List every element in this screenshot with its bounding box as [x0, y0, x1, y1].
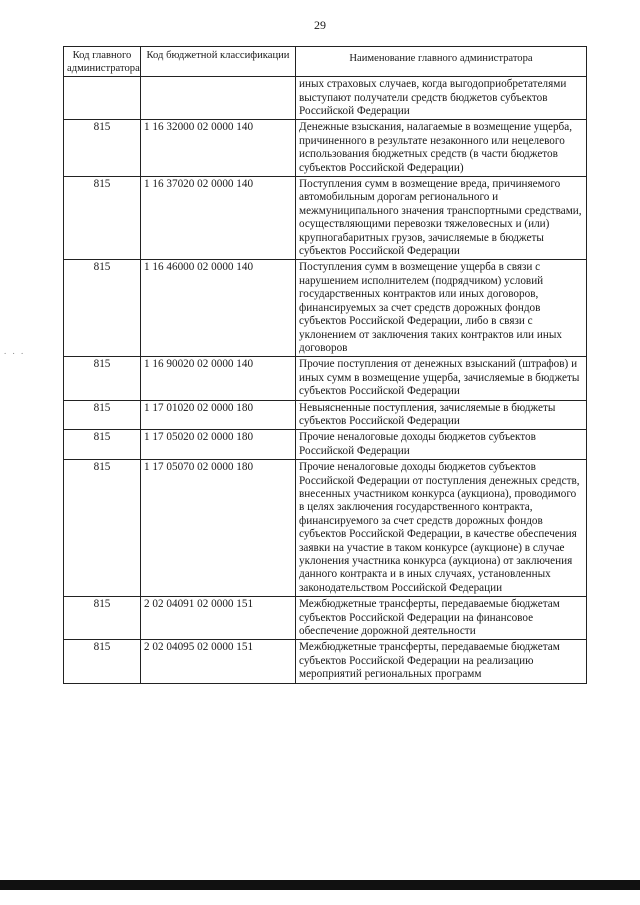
class-code-cell: 1 17 05020 02 0000 180	[141, 430, 296, 460]
table-row	[64, 460, 587, 597]
class-code-cell: 1 16 46000 02 0000 140	[141, 260, 296, 357]
class-code-cell: 1 17 05070 02 0000 180	[141, 460, 296, 597]
class-code-cell: 1 16 90020 02 0000 140	[141, 357, 296, 400]
admin-name-cell: Прочие неналоговые доходы бюджетов субъектов Российской Федерации	[296, 430, 587, 460]
admin-code-cell: 815	[64, 597, 141, 640]
admin-name-cell: иных страховых случаев, когда выгодоприобретателями выступают получатели средств бюджетов субъектов Российской Федерации	[296, 77, 587, 120]
table-row	[64, 400, 587, 430]
class-code-cell: 1 16 32000 02 0000 140	[141, 120, 296, 177]
table-row	[64, 640, 587, 683]
margin-mark: . . .	[4, 346, 26, 356]
admin-name-cell: Невыясненные поступления, зачисляемые в бюджеты субъектов Российской Федерации	[296, 400, 587, 430]
header-class-code: Код бюджетной классификации	[141, 47, 296, 77]
admin-name-cell: Прочие неналоговые доходы бюджетов субъектов Российской Федерации от поступления денежных средств, внесенных участником конкурса (аукциона), проводимого в целях заключения государственного контракта, финансируемого за счет средств дорожных фондов субъектов Российской Федерации, в качестве обеспечения заявки на участие в таком конкурсе (аукционе) в случае уклонения участника конкурса (аукциона) от заключения данного контракта и в иных случаях, установленных законодательством Российской Федерации	[296, 460, 587, 597]
admin-code-cell: 815	[64, 400, 141, 430]
page-number: 29	[314, 18, 326, 32]
table-header-row	[64, 47, 587, 77]
admin-code-cell: 815	[64, 260, 141, 357]
budget-classification-table	[63, 46, 587, 684]
admin-name-cell: Прочие поступления от денежных взысканий (штрафов) и иных сумм в возмещение ущерба, зачисляемые в бюджеты субъектов Российской Федерации	[296, 357, 587, 400]
admin-code-cell: 815	[64, 120, 141, 177]
scan-edge-bar	[0, 880, 640, 890]
header-admin-name: Наименование главного администратора	[296, 47, 587, 77]
class-code-cell: 2 02 04095 02 0000 151	[141, 640, 296, 683]
table-row	[64, 77, 587, 120]
table-row	[64, 357, 587, 400]
admin-code-cell: 815	[64, 460, 141, 597]
table-row	[64, 430, 587, 460]
admin-name-cell: Межбюджетные трансферты, передаваемые бюджетам субъектов Российской Федерации на финансовое обеспечение дорожной деятельности	[296, 597, 587, 640]
class-code-cell: 1 16 37020 02 0000 140	[141, 177, 296, 260]
admin-name-cell: Поступления сумм в возмещение вреда, причиняемого автомобильным дорогам регионального и межмуниципального значения транспортными средствами, осуществляющими перевозки тяжеловесных и (или) крупногабаритных грузов, зачисляемые в бюджеты субъектов Российской Федерации	[296, 177, 587, 260]
admin-code-cell: 815	[64, 430, 141, 460]
admin-name-cell: Поступления сумм в возмещение ущерба в связи с нарушением исполнителем (подрядчиком) условий государственных контрактов или иных договоров, финансируемых за счет средств дорожных фондов субъектов Российской Федерации, либо в связи с уклонением от заключения таких контрактов или иных договоров	[296, 260, 587, 357]
class-code-cell: 2 02 04091 02 0000 151	[141, 597, 296, 640]
admin-code-cell: 815	[64, 357, 141, 400]
header-admin-code: Код главного администратора	[64, 47, 141, 77]
class-code-cell	[141, 77, 296, 120]
admin-name-cell: Межбюджетные трансферты, передаваемые бюджетам субъектов Российской Федерации на реализацию мероприятий региональных программ	[296, 640, 587, 683]
table-row	[64, 260, 587, 357]
admin-code-cell: 815	[64, 177, 141, 260]
table-row	[64, 177, 587, 260]
admin-code-cell	[64, 77, 141, 120]
table-row	[64, 120, 587, 177]
admin-code-cell: 815	[64, 640, 141, 683]
class-code-cell: 1 17 01020 02 0000 180	[141, 400, 296, 430]
table-row	[64, 597, 587, 640]
admin-name-cell: Денежные взыскания, налагаемые в возмещение ущерба, причиненного в результате незаконного или нецелевого использования бюджетных средств (в части бюджетов субъектов Российской Федерации)	[296, 120, 587, 177]
